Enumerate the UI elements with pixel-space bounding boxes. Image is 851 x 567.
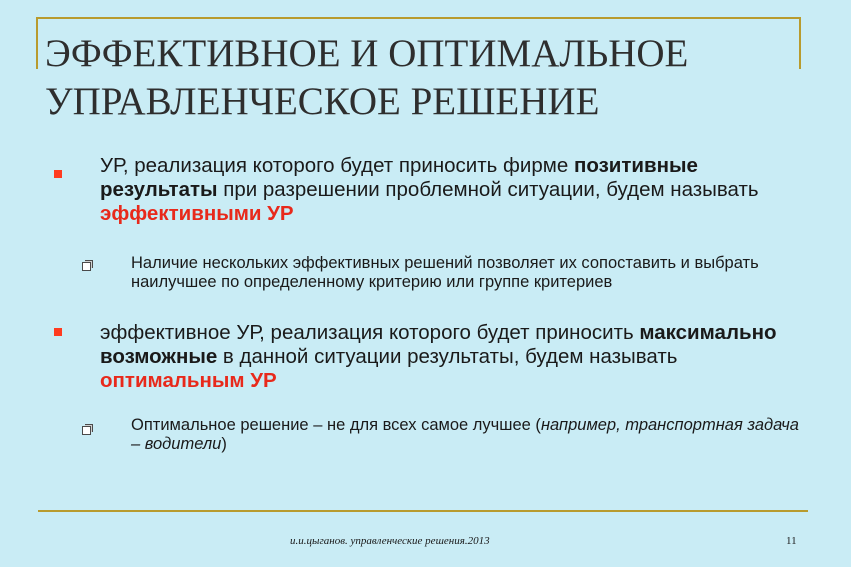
- footer-author: и.и.цыганов. управленческие решения.2013: [290, 535, 490, 547]
- sub2-text-2: ): [221, 435, 227, 453]
- bullet-paragraph-effective: [100, 154, 760, 226]
- sub-bullet-box-icon: [82, 262, 91, 271]
- title-line-2: УПРАВЛЕНЧЕСКОЕ РЕШЕНИЕ: [45, 80, 600, 123]
- sub2-italic: например, транспортная задача – водители: [131, 416, 799, 453]
- bullet1-text-1: УР, реализация которого будет приносить фирме: [100, 154, 574, 177]
- bullet2-text-1: эффективное УР, реализация которого будет приносить: [100, 321, 640, 344]
- bullet2-bold: максимально возможные: [100, 321, 777, 368]
- bullet-square-icon: [54, 328, 62, 336]
- bullet1-bold: позитивные результаты: [100, 154, 698, 201]
- bullet1-highlight: эффективными УР: [100, 202, 294, 225]
- bullet2-text-2: в данной ситуации результаты, будем называть: [217, 345, 678, 368]
- sub-bullet-box-icon: [82, 426, 91, 435]
- frame-bottom-line: [38, 510, 808, 512]
- bullet-paragraph-optimal: [100, 321, 800, 393]
- slide-title: [45, 30, 825, 126]
- sub-paragraph-comparison: Наличие нескольких эффективных решений позволяет их сопоставить и выбрать наилучшее по определенному критерию или группе критериев: [131, 254, 759, 291]
- bullet1-text-2: при разрешении проблемной ситуации, будем называть: [217, 178, 759, 201]
- bullet-square-icon: [54, 170, 62, 178]
- title-line-1: ЭФФЕКТИВНОЕ И ОПТИМАЛЬНОЕ: [45, 32, 689, 75]
- page-number: 11: [786, 535, 797, 547]
- bullet2-highlight: оптимальным УР: [100, 369, 277, 392]
- frame-top-line: [36, 17, 801, 19]
- sub-paragraph-example: [131, 416, 811, 454]
- frame-left-line: [36, 17, 38, 69]
- sub2-text-1: Оптимальное решение – не для всех самое лучшее (: [131, 416, 541, 434]
